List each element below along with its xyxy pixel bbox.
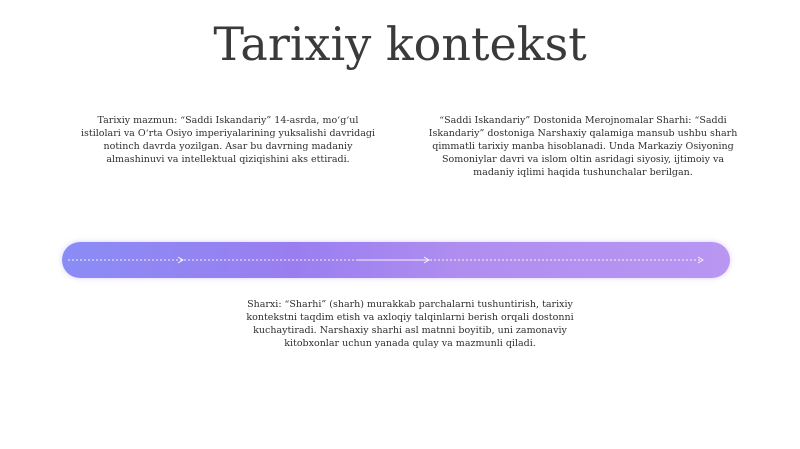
- timeline-bar: [62, 242, 730, 278]
- text-block-commentary-source: “Saddi Iskandariy” Dostonida Merojnomalar Sharhi: “Saddi Iskandariy” dostoniga Narshaxiy qalamiga mansub ushbu sharh qimmatli tarixiy manba hisoblanadi. Unda Markaziy Osiyoning Somoniylar davri va islom oltin asridagi siyosiy, ijtimoiy va madaniy iqlimi haqida tushunchalar berilgan.: [428, 115, 738, 178]
- page-title: Tarixiy kontekst: [213, 17, 587, 71]
- timeline-arrows: [62, 242, 730, 278]
- text-block-historical-context: Tarixiy mazmun: “Saddi Iskandariy” 14-asrda, mo‘g‘ul istilolari va O‘rta Osiyo imperiyalarining yuksalishi davridagi notinch davrda yozilgan. Asar bu davrning madaniy almashinuvi va intellektual qiziqishini aks ettiradi.: [80, 115, 376, 165]
- text-block-commentary-role: Sharxi: “Sharhi” (sharh) murakkab parchalarni tushuntirish, tarixiy kontekstni taqdim etish va axloqiy talqinlarni berish orqali dostonni kuchaytiradi. Narshaxiy sharhi asl matnni boyitib, uni zamonaviy kitobxonlar uchun yanada qulay va mazmunli qiladi.: [246, 299, 574, 349]
